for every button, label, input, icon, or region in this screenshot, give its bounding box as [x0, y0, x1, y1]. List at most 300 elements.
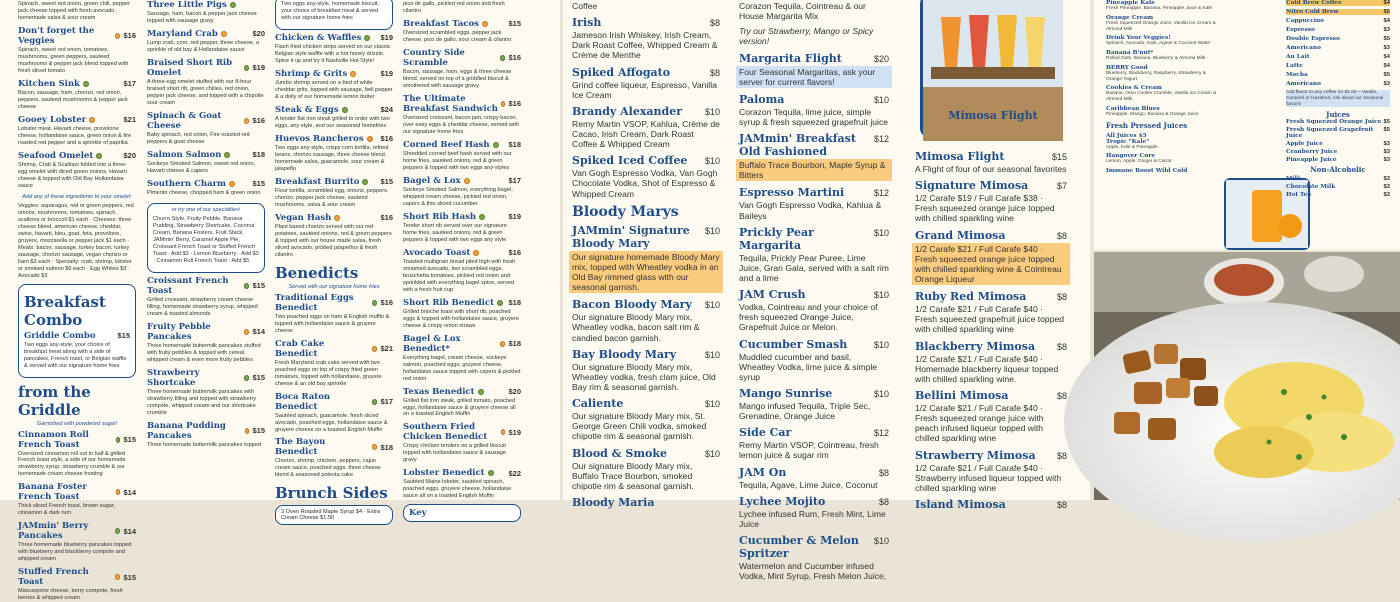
menu-item-title	[403, 334, 521, 354]
menu-item-price: $8	[709, 67, 720, 78]
menu-item-title	[403, 212, 521, 222]
menu-item-name: Immune Boost Wild Cold	[1106, 168, 1188, 174]
menu-item-title	[915, 389, 1067, 402]
menu-item-title	[915, 290, 1067, 303]
menu-item-price: $10	[704, 106, 720, 117]
drinks-menu-panel	[563, 0, 1090, 582]
menu-item-description: Remy Martin VSOP, Cointreau, fresh lemon juice & sugar rim	[739, 440, 879, 461]
menu-item-description: Bacon, sausage, ham, chorizo, red onion, peppers, sauteed mushrooms & pepper jack cheese	[18, 89, 128, 110]
dietary-icon	[334, 215, 340, 221]
dietary-icon	[464, 178, 470, 184]
section-title-combo: Breakfast Combo	[24, 292, 106, 329]
menu-item-price: $16	[380, 213, 393, 223]
menu-item-price: $12	[873, 188, 889, 199]
menu-item-price: $15	[252, 426, 265, 436]
menu-item-price: $15	[508, 19, 521, 29]
menu-item-price: $10	[704, 349, 720, 360]
menu-item-title	[915, 229, 1067, 242]
menu-item-price: $14	[123, 487, 136, 497]
non-alcoholic-price: $3	[1383, 184, 1390, 191]
menu-item-description: 1/2 Carafe $21 / Full Carafe $40 · Fresh squeezed orange juice with peach infused liqueur topped with chilled sparkling wine	[915, 402, 1044, 444]
menu-item-title	[915, 449, 1067, 462]
dietary-icon	[244, 65, 249, 71]
menu-item-description: Crispy chicken tenders on a grilled biscuit topped with hollandaise sauce & sausage gravy	[403, 443, 506, 464]
menu-item-name: Ruby Red Mimosa	[915, 290, 1027, 304]
menu-item-title	[739, 534, 889, 560]
dietary-icon	[245, 428, 250, 434]
menu-item-name: Salmon Salmon	[147, 149, 222, 160]
menu-item-price: $16	[380, 298, 393, 308]
menu-item-title	[275, 177, 393, 187]
specialties-list: Churro Style, Fruity Pebble, Banana Pudding, Strawberry Shortcake, Coconut Cream, Banana Fosters, Fruit Stack, JAMmin' Berry, Caramel Apple Pie, Croissant French Toast or Stuffed French Toast · Add $3 · Lemon Blueberry · Add $3 · Cinnamon Roll French Toast · Add $5	[153, 215, 259, 264]
menu-item-description: Two poached eggs on ham & English muffin & topped with hollandaise sauce & gruyere cheese	[275, 313, 390, 334]
dietary-icon	[501, 429, 505, 435]
menu-item-name: JAM Crush	[739, 288, 806, 302]
coffee-item-price: $5	[1383, 9, 1390, 15]
menu-item-name: Bagel & Lox Benedict*	[403, 333, 461, 354]
menu-item-name: Gooey Lobster	[18, 114, 87, 125]
menu-item-description: Bacon, sausage, ham, eggs & three cheese blend, served on top of a griddled biscuit & smothered with sausage gravy	[403, 68, 512, 89]
menu-item-price: $18	[508, 339, 521, 349]
menu-item-title	[915, 340, 1067, 353]
menu-item-description: Vodka, Cointreau and your choice of fresh squeezed Orange Juice, Grapefruit Juice or Melon.	[739, 302, 878, 333]
specialties-note: or try one of our specialties!	[171, 206, 241, 213]
menu-column-omelets-2	[147, 0, 265, 500]
menu-item-description: Apple, Kale & Pineapple	[1106, 144, 1158, 150]
menu-item-price: $12	[873, 428, 889, 439]
menu-item-description: Two eggs any-style, crispy corn tortilla, refried beans, chorizo sausage, three cheese blend, homemade salsa, guacamole, sour cream & jalapeño	[275, 144, 389, 172]
menu-item-description: Three homemade buttermilk pancakes topped	[147, 441, 262, 448]
menu-item-title	[739, 186, 889, 199]
menu-item-description: 1/2 Carafe $21 / Full Carafe $40 · Fresh squeezed orange juice topped with chilled sparkling wine & Cointreau Orange Liqueur	[912, 243, 1070, 286]
coffee-item-price: $4	[1383, 63, 1390, 69]
menu-item-title	[147, 58, 265, 78]
menu-item-description: Coffee	[572, 1, 598, 11]
dietary-icon	[221, 31, 227, 37]
menu-item-name: Tropic "Kale"	[1106, 138, 1150, 145]
menu-item-description: Oversized croissant, bacon jam, crispy bacon, over easy eggs & cheddar cheese, served with our signature home fries	[403, 114, 519, 135]
menu-item-description: Jumbo shrimp served on a bed of white cheddar grits, topped with sausage, bell pepper & a dolly of our homemade lemon butter	[275, 79, 393, 100]
menu-item-description: Tequila, Prickly Pear Puree, Lime Juice, Gran Gala, served with a salt rim and a lime	[739, 252, 889, 283]
menu-item-name: JAMmin' Signature Bloody Mary	[572, 223, 690, 250]
menu-item-price: $8	[1056, 450, 1067, 461]
menu-item-name: The Ultimate Breakfast Sandwich	[403, 93, 498, 114]
menu-item-description: Try our Strawberry, Mango or Spicy version!	[739, 26, 874, 47]
key-title: Key	[409, 508, 427, 519]
menu-item-name: Avocado Toast	[403, 247, 471, 258]
cocktails-column	[739, 0, 889, 582]
menu-item-name: JAMmin' Berry Pancakes	[18, 521, 89, 542]
menu-item-name: Shrimp & Grits	[275, 68, 348, 79]
dietary-icon	[96, 153, 102, 159]
menu-item-name: Signature Mimosa	[915, 179, 1029, 193]
menu-item-price: $18	[252, 150, 265, 160]
menu-item-description: Van Gogh Espresso Vodka, Kahlua & Baileys	[739, 200, 882, 221]
menu-item-description: Spinach, Avocado, Kale, Agave & Coconut Water	[1106, 41, 1211, 47]
menu-item-name: Pineapple Kale	[1106, 0, 1155, 6]
menu-item-name: Bagel & Lox	[403, 175, 461, 186]
menu-item-description: pico de gallo, pickled red onion and fresh cilantro	[403, 1, 505, 14]
menu-item-title	[572, 105, 720, 118]
menu-item-name: Strawberry Mimosa	[915, 448, 1036, 462]
coffee-item-name: Latte	[1286, 63, 1303, 69]
combo-description: Two eggs any-style, your choice of breakfast meat along with a side of pancakes, French toast, or Belgian waffle & served with our signature home fries	[24, 341, 127, 369]
dietary-icon	[342, 107, 348, 113]
menu-item-title	[1106, 168, 1218, 174]
menu-item-name: All Juices $5	[1106, 132, 1147, 139]
coffee-item-name: Espresso	[1286, 27, 1315, 33]
menu-item-title	[147, 368, 265, 388]
menu-item-description: Sautéed spinach, guacamole, fresh sliced avocado, poached eggs, hollandaise sauce & gruyere cheese on a toasted English Muffin	[275, 412, 388, 433]
menu-item-price: $7	[1056, 181, 1067, 192]
dietary-icon	[350, 71, 356, 77]
menu-item-name: Spiked Iced Coffee	[572, 154, 688, 168]
menu-item-description: Corazon Tequila, lime juice, simple syrup & fresh squeezed grapefruit juice	[739, 106, 889, 127]
menu-item-price: $14	[123, 526, 136, 536]
menu-item-name: Boca Raton Benedict	[275, 391, 331, 412]
menu-item-name: The Bayou Benedict	[275, 437, 326, 458]
coffee-item-name: Americano	[1286, 45, 1321, 51]
menu-item-price: $16	[508, 99, 521, 109]
menu-item-name: Prickly Pear Margarita	[739, 225, 814, 252]
section-title-non-alcoholic: Non-Alcoholic	[1310, 165, 1366, 175]
menu-item-description: 1/2 Carafe $21 / Full Carafe $40 · Homemade blackberry liqueur topped with chilled sparkling wine.	[915, 353, 1059, 384]
menu-item-description: Flour tortilla, scrambled egg, onions, peppers, chorizo, pepper jack cheese, sauteed mushrooms, salsa & sour cream	[275, 187, 389, 208]
menu-item-name: Vegan Hash	[275, 212, 332, 223]
coffee-item	[1286, 36, 1390, 42]
coffee-juice-column	[1286, 0, 1390, 250]
menu-item-name: Lychee Mojito	[739, 494, 826, 508]
section-title-juices: Juices	[1326, 110, 1350, 120]
photo-caption: Mimosa Flight	[948, 109, 1038, 122]
menu-item-title	[275, 134, 393, 144]
menu-item-name: Southern Fried Chicken Benedict	[403, 422, 488, 443]
menu-item-name: Irish	[572, 16, 602, 30]
menu-item-price: $17	[123, 79, 136, 89]
menu-item-title	[739, 426, 889, 439]
menu-item-title	[147, 29, 265, 39]
menu-item-price: $10	[704, 300, 720, 311]
menu-item-name: Bellini Mimosa	[915, 388, 1009, 402]
brunch-sides-box: 3 Oven Roasted Maple Syrup $4 · Extra Cream Cheese $1.50	[275, 505, 393, 525]
menu-item-description: Spinach, sweet red onion, green chili, pepper jack cheese topped with fresh avocado, homemade salsa & sour cream	[18, 1, 130, 21]
menu-item-title	[915, 498, 1067, 511]
menu-item-price: $15	[123, 435, 136, 444]
menu-item-description: Our signature Bloody Mary mix, St. George Green Chili vodka, smoked chipotle rim & seasonal garnish.	[572, 411, 707, 442]
coffee-item-name: Mocha	[1286, 72, 1308, 78]
menu-item-name: Breakfast Tacos	[403, 18, 479, 29]
menu-item-price: $16	[508, 53, 521, 63]
menu-item-price: $10	[873, 388, 889, 399]
section-title-griddle: from the Griddle	[18, 382, 91, 419]
menu-item-title	[403, 248, 521, 258]
menu-item-title	[915, 179, 1067, 192]
menu-item-description: Sautéed Maine lobster, sautéed spinach, poached eggs, gruyere cheese, hollandaise sauce all on a toasted English Muffin	[403, 479, 512, 500]
menu-item-title	[147, 0, 265, 10]
menu-item-description: Corazon Tequila, Cointreau & our House Margarita Mix	[739, 1, 866, 22]
menu-item-description: 1/2 Carafe $21 / Full Carafe $40 · Fresh squeezed grapefruit juice topped with chilled sparkling wine	[915, 304, 1065, 335]
menu-item-title	[18, 115, 136, 125]
juice-item-price: $5	[1383, 119, 1390, 126]
menu-item-price: $8	[709, 18, 720, 29]
dietary-icon	[116, 489, 121, 495]
menu-item-price: $15	[252, 281, 265, 291]
menu-item-title	[403, 422, 521, 442]
menu-item-name: Short Rib Hash	[403, 211, 477, 222]
dietary-icon	[362, 179, 368, 185]
menu-item-name: Side Car	[739, 426, 792, 440]
menu-item-name: Southern Charm	[147, 178, 227, 189]
menu-item-price: $10	[704, 399, 720, 410]
menu-item-price: $14	[252, 327, 265, 337]
menu-item-description: Chorizo, shrimp, chicken, peppers, cajun cream sauce, poached eggs, three cheese blend & seasoned polenta cake	[275, 458, 381, 479]
menu-item-price: $20	[873, 53, 889, 64]
juice-item-name: Pineapple Juice	[1286, 157, 1337, 164]
menu-item-price: $15	[1051, 152, 1067, 162]
non-alcoholic-name: Hot Tea	[1286, 192, 1312, 199]
menu-item-title	[18, 151, 136, 161]
menu-item-description: Two eggs any-style, homemade biscuit, your choice of breakfast meat & served with our signature home fries	[281, 1, 379, 21]
menu-item-name: Margarita Flight	[739, 51, 842, 65]
coffee-item	[1286, 54, 1390, 60]
menu-item-name: Steak & Eggs	[275, 104, 339, 115]
menu-item-price: $24	[380, 105, 393, 115]
menu-item-price: $12	[873, 134, 889, 145]
menu-item-description: Van Gogh Espresso Vodka, Van Gogh Chocolate Vodka, Shot of Espresso & Whipped Cream	[572, 168, 718, 199]
menu-item-price: $10	[873, 535, 889, 546]
specialties-box	[147, 203, 265, 273]
coffee-item-name: Cold Brew Coffee	[1286, 0, 1343, 6]
dietary-icon	[501, 101, 505, 107]
menu-item-description: Buffalo Trace Bourbon, Maple Syrup & Bitters	[736, 159, 892, 181]
dietary-icon	[89, 117, 95, 123]
menu-item-title	[18, 430, 136, 450]
menu-item-description: Grind coffee liqueur, Espresso, Vanilla Ice Cream	[572, 79, 717, 100]
coffee-item-price: $3	[1383, 27, 1390, 33]
menu-item-name: Traditional Eggs Benedict	[275, 292, 354, 313]
menu-item-price: $16	[380, 134, 393, 144]
dietary-icon	[372, 300, 377, 306]
mimosas-column	[915, 150, 1067, 511]
menu-item-title	[572, 16, 720, 29]
menu-item-description: Four Seasonal Margaritas, ask your server for current flavors!	[736, 66, 892, 88]
dietary-icon	[230, 2, 236, 8]
menu-item-title	[403, 298, 521, 308]
juice-item	[1286, 127, 1390, 139]
menu-item-name: Orange Cream	[1106, 14, 1154, 21]
juice-item-price: $5	[1383, 127, 1390, 134]
food-photo-panel	[1094, 252, 1400, 500]
dietary-icon	[115, 574, 121, 580]
menu-column-specialties	[275, 0, 393, 522]
menu-item-description: Three homemade buttermilk pancakes with strawberry filling and topped with strawberry compote, whipped cream and our shortcake crumble	[147, 388, 257, 416]
dietary-icon	[116, 437, 121, 443]
menu-item-name: Three Little Pigs	[147, 0, 227, 10]
menu-item-description: Shredded corned beef hash served with our home fries, sautéed onions, red & green peppers & topped with two eggs any-styles	[403, 150, 512, 171]
menu-item-name: Seafood Omelet	[18, 150, 94, 161]
menu-item-name: Grand Mimosa	[915, 228, 1006, 242]
menu-item-price: $8	[878, 467, 889, 478]
menu-item-name: Corned Beef Hash	[403, 139, 490, 150]
coffee-item	[1286, 63, 1390, 69]
menu-item-title	[403, 94, 521, 114]
non-alcoholic-name: Milk	[1286, 176, 1301, 183]
menu-item-description: Banana, Oreo Cookie Crumble, Vanilla Ice Cream & Almond Milk	[1106, 91, 1217, 102]
menu-item-price: $10	[873, 94, 889, 105]
menu-item-price: $15	[252, 373, 265, 383]
dietary-icon	[493, 142, 499, 148]
key-box	[403, 504, 521, 522]
menu-item-price: $19	[380, 69, 393, 79]
menu-item-title	[739, 466, 889, 479]
menu-item-price: $8	[1056, 499, 1067, 510]
menu-item-price: $16	[252, 116, 265, 126]
benedicts-note: Served with our signature home fries	[288, 283, 380, 290]
menu-item-title	[739, 387, 889, 400]
menu-item-price: $10	[704, 448, 720, 459]
menu-item-name: Kitchen Sink	[18, 78, 80, 89]
coffee-item-price: $5	[1383, 36, 1390, 42]
dietary-icon	[244, 375, 250, 381]
coffee-item-name: Cappuccino	[1286, 18, 1325, 24]
juice-item	[1286, 119, 1390, 125]
juice-item-name: Cranberry Juice	[1286, 149, 1338, 156]
menu-item-title	[739, 226, 889, 252]
menu-item-description: Remy Martin VSOP, Kahlua, Crème de Cacao, Irish Cream, Dark Roast Coffee & Whipped Cream	[572, 118, 720, 150]
dietary-icon	[497, 300, 503, 306]
menu-item-description: Our signature Bloody Mary mix, Wheatley vodka, fresh clam juice, Old Bay rim & seasonal garnish.	[572, 361, 716, 392]
menu-item-description: Mascarpone cheese, berry compote, fresh berries & whipped cream	[18, 588, 123, 602]
menu-item-description: Sausage, ham, bacon & pepper jack cheese topped with sausage gravy	[147, 11, 257, 24]
coffee-item-price: $3	[1383, 45, 1390, 51]
dietary-icon	[244, 118, 249, 124]
smoothies-column	[1106, 0, 1218, 250]
dietary-icon	[115, 528, 120, 534]
menu-item-title	[572, 298, 720, 311]
menu-item-price: $20	[123, 151, 136, 161]
menu-item-title	[18, 26, 136, 46]
menu-item-name: Hangover Cure	[1106, 153, 1156, 160]
menu-item-description: Three homemade buttermilk pancakes stuffed with fruity pebbles & topped with cereal, whipped cream & even more fruity pebbles	[147, 342, 261, 363]
coffee-flavor-note: Add flavor to any coffee for $1.00 – Vanilla, Caramel or Hazelnut. Ask about our Seasonal flavors!	[1286, 90, 1390, 107]
menu-item-description: Grilled flat iron steak, grilled tomato, poached eggs, hollandaise sauce & gruyere cheese all on a toasted English Muffin	[403, 397, 516, 418]
coffee-item	[1286, 9, 1390, 15]
mimosa-flight-photo	[920, 0, 1060, 138]
menu-item-title	[739, 288, 889, 301]
menu-item-name: Caliente	[572, 397, 624, 411]
menu-item-title	[403, 19, 521, 29]
menu-item-title	[739, 495, 889, 508]
non-alcoholic-item	[1286, 176, 1390, 182]
menu-item-name: Country Side Scramble	[403, 47, 465, 68]
menu-item-description: A three-egg omelet stuffed with our 8-hour braised short rib, green chilies, red onion, pepper jack cheese, and topped with a chipotle sour cream	[147, 78, 264, 106]
menu-item-description: Lump crab, corn, red pepper, three cheese, a sprinkle of old bay & Hollandaise sauce	[147, 39, 259, 53]
menu-item-title	[739, 338, 889, 351]
menu-item-description: Watermelon and Cucumber infused Vodka, Mint Syrup, Fresh Melon Juice,	[739, 560, 887, 582]
menu-item-price: $19	[252, 63, 265, 73]
menu-item-title	[403, 176, 521, 186]
coffee-item	[1286, 81, 1390, 87]
coffee-item-name: Double Espresso	[1286, 36, 1340, 42]
menu-item-title	[275, 213, 393, 223]
menu-item-name: Short Rib Benedict	[403, 297, 495, 308]
coffee-item-name: Americano	[1286, 81, 1321, 87]
menu-item-title	[18, 567, 136, 587]
menu-item-price: $10	[873, 339, 889, 350]
menu-item-description: Fresh Squeezed Orange Juice, Vanilla Ice Cream & Almond Milk	[1106, 20, 1216, 32]
menu-item-price: $8	[1056, 341, 1067, 352]
menu-item-title	[572, 496, 720, 509]
menu-item-name: Lobster Benedict	[403, 468, 485, 479]
menu-item-name: Bacon Bloody Mary	[572, 298, 692, 312]
menu-item-description: Oversized scrambled eggs, pepper jack cheese, pico de gallo, sour cream & cilantro	[403, 29, 512, 43]
menu-item-name: BERRY Good	[1106, 64, 1148, 71]
menu-item-title	[739, 52, 889, 65]
section-title-fresh-juices: Fresh Pressed Juices	[1106, 120, 1188, 130]
menu-item-price: $18	[508, 298, 521, 308]
menu-item-price: $8	[1056, 390, 1067, 401]
menu-item-name: Bloody Maria	[572, 495, 655, 509]
menu-item-description: Lemon, Apple, Ginger & Carrot	[1106, 159, 1172, 165]
menu-item-description: Tequila, Agave, Lime Juice, Coconut	[739, 479, 878, 490]
menu-item-price: $17	[508, 176, 521, 186]
menu-item-title	[18, 482, 136, 502]
coffee-item	[1286, 45, 1390, 51]
menu-item-price: $18	[380, 442, 393, 452]
menu-item-description: A Flight of four of our seasonal favorites	[915, 164, 1067, 174]
menu-item-title	[275, 392, 393, 412]
menu-item-price: $10	[704, 156, 720, 167]
menu-item-name: Croissant French Toast	[147, 275, 229, 296]
menu-item-description: Plant based chorizo served with our red potatoes, sautéed onions, red & green peppers & topped with our house made salsa, fresh sliced avocado, pickled jalapeños & fresh cilantro	[275, 223, 392, 258]
menu-item-title	[18, 79, 136, 89]
menu-item-title	[403, 387, 521, 397]
menu-item-description: Our signature Bloody Mary mix, Wheatley vodka, bacon salt rim & candied bacon garnish.	[572, 312, 700, 343]
menu-item-price: $8	[1056, 292, 1067, 303]
menu-item-title	[147, 276, 265, 296]
menu-item-description: Mango infused Tequila, Triple Sec, Grenadine, Orange Juice	[739, 400, 871, 422]
menu-item-name: Island Mimosa	[915, 497, 1006, 511]
non-alcoholic-item	[1286, 192, 1390, 198]
menu-item-title	[275, 339, 393, 359]
coffee-item	[1286, 27, 1390, 33]
dietary-icon	[479, 214, 485, 220]
dietary-icon	[367, 136, 373, 142]
menu-item-name: JAM On	[739, 465, 787, 479]
menu-item-price: $10	[704, 225, 720, 236]
dietary-icon	[478, 389, 484, 395]
menu-item-name: Banana Foster French Toast	[18, 482, 87, 503]
coffee-item	[1286, 72, 1390, 78]
menu-item-price: $16	[508, 248, 521, 258]
menu-item-description: Spinach, sweet red onion, tomatoes, mushrooms, green peppers, sauteed mushrooms & pepper jack blend topped with fresh sliced tomato	[18, 46, 129, 74]
menu-item-title	[18, 521, 136, 541]
menu-item-title	[275, 105, 393, 115]
combo-box	[18, 284, 136, 378]
griddle-note: Garnished with powdered sugar!	[36, 420, 118, 427]
menu-item-price: $19	[508, 212, 521, 222]
coffee-item-price: $4	[1383, 54, 1390, 60]
menu-item-description: Tender short rib served over our signature home fries, sautéed onions, red & green peppers & topped with two eggs any style	[403, 222, 507, 243]
menu-item-name: Breakfast Burrito	[275, 176, 360, 187]
menu-item-description: Flash fried chicken strips served on our classic Belgian style waffle with a hot honey drizzle. Spice it up and try it Nashville Hot Style!	[275, 43, 391, 64]
menu-item-description: Fresh Maryland crab cake served with two poached eggs on top of crispy fried green tomatoes, topped with hollandaise, gruyere cheese & an old bay sprinkle	[275, 359, 382, 387]
coffee-item-price: $5	[1383, 72, 1390, 78]
menu-item-description: Jameson Irish Whiskey, Irish Cream, Dark Roast Coffee, Whipped Cream & Crème de Menthe	[572, 30, 718, 61]
juice-item-price: $3	[1383, 157, 1390, 164]
juice-item-price: $3	[1383, 149, 1390, 156]
menu-item-description: Sockeye Smoked Salmon, everything bagel, whipped cream cheese, pickled red onion, capers & thin sliced cucumber	[403, 186, 513, 207]
